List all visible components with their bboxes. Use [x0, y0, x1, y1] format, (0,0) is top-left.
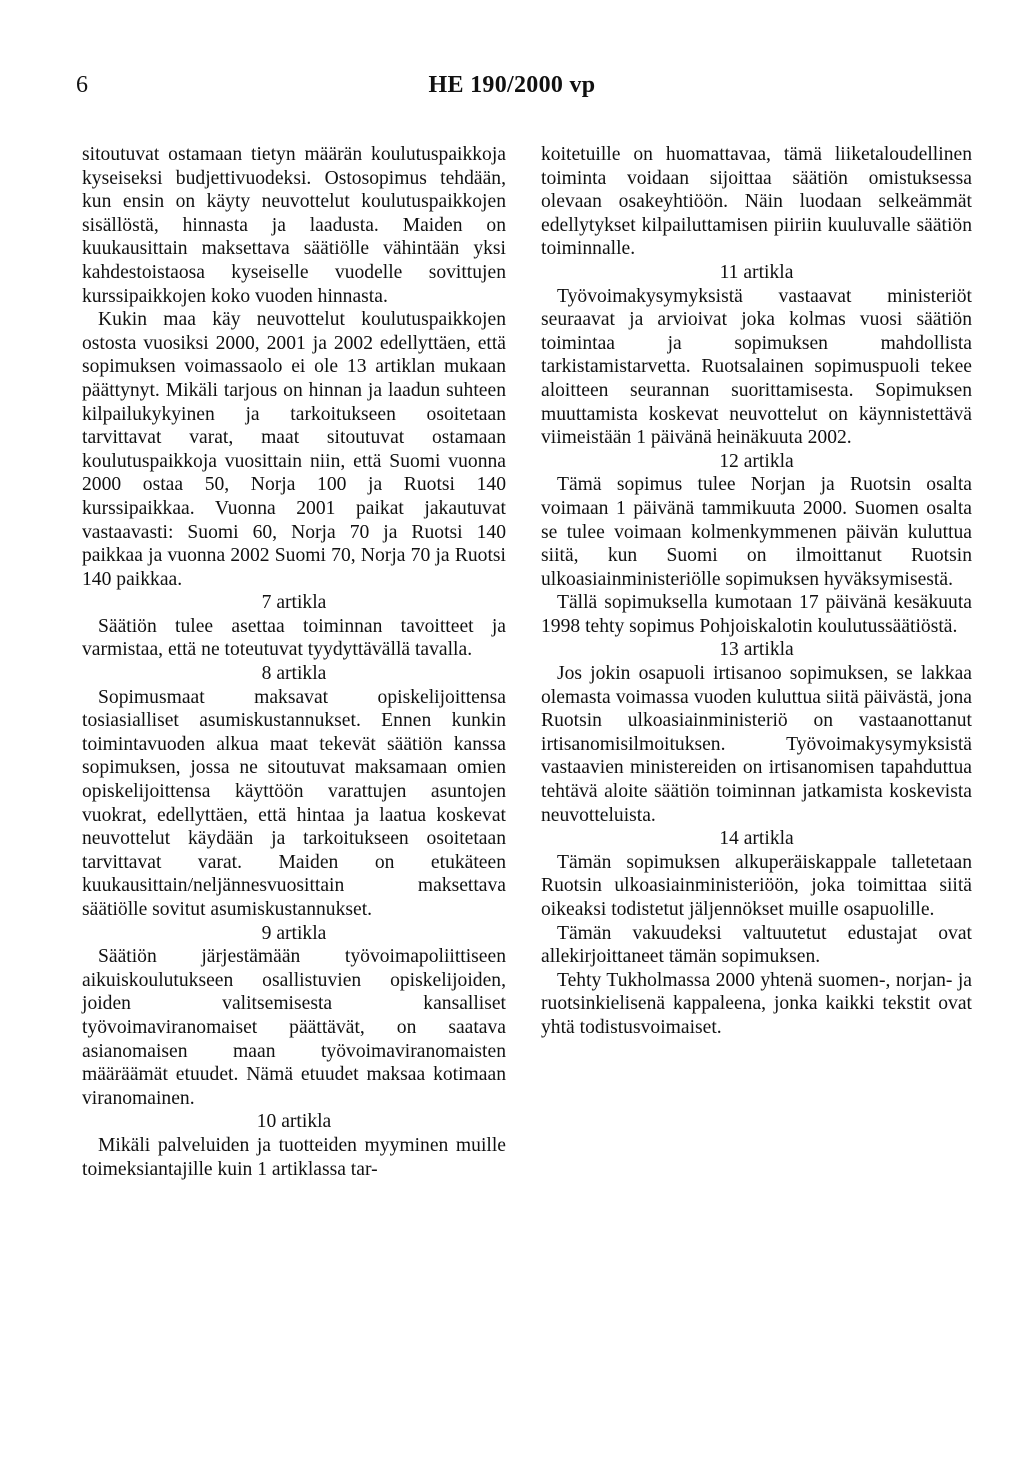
article-12-text: Tämä sopimus tulee Norjan ja Ruotsin osalta voimaan 1 päivänä tammikuuta 2000. Suomen osalta se tulee voimaan kolmenkymmenen päivän kuluttua siitä, kun Suomi on ilmoittanut Ruotsin ulkoasiainministeriölle sopimuksen hyväksymisestä.: [541, 474, 972, 590]
document-title: HE 190/2000 vp: [428, 72, 596, 98]
article-heading-7: 7 artikla: [261, 592, 327, 614]
page-number: 6: [76, 72, 88, 98]
article-heading-9: 9 artikla: [261, 922, 327, 944]
article-heading-10: 10 artikla: [256, 1111, 332, 1133]
paragraph: Kukin maa käy neuvottelut koulutuspaikkojen ostosta vuosiksi 2000, 2001 ja 2002 edellyttäen, että sopimuksen voimassaolo ei ole 13 artiklan mukaan päättynyt. Mikäli tarjous on hinnan ja laadun suhteen kilpailukykyinen ja tarkoitukseen osoitetaan tarvittavat varat, maat sitoutuvat ostamaan koulutuspaikkoja vuosittain niin, että Suomi vuonna 2000 ostaa 50, Norja 100 ja Ruotsi 140 kurssipaikkaa. Vuonna 2001 paikat jakautuvat vastaavasti: Suomi 60, Norja 70 ja Ruotsi 140 paikkaa ja vuonna 2002 Suomi 70, Norja 70 ja Ruotsi 140 paikkaa.: [82, 309, 506, 590]
article-heading-12: 12 artikla: [719, 450, 794, 472]
paragraph-continuation: sitoutuvat ostamaan tietyn määrän koulutuspaikkoja kyseiseksi budjettivuodeksi. Ostosopimus tehdään, kun ensin on käyty neuvottelut koulutuspaikkojen sisällöstä, hinnasta ja laadusta. Maiden on kuukausittain maksettava säätiölle vähintään yksi kahdestoistaosa kyseiselle vuodelle sovittujen kurssipaikkojen koko vuoden hinnasta.: [82, 144, 506, 307]
article-12-text-2: Tällä sopimuksella kumotaan 17 päivänä kesäkuuta 1998 tehty sopimus Pohjoiskalotin koulutussäätiöstä.: [541, 592, 972, 637]
article-heading-11: 11 artikla: [719, 261, 794, 283]
article-heading-8: 8 artikla: [261, 663, 327, 685]
article-7-text: Säätiön tulee asettaa toiminnan tavoitteet ja varmistaa, että ne toteutuvat tyydyttävällä tavalla.: [82, 615, 506, 661]
left-column: [82, 143, 506, 1181]
signing-clause: Tehty Tukholmassa 2000 yhtenä suomen-, norjan- ja ruotsinkielisenä kappaleena, jonka kaikki tekstit ovat yhtä todistusvoimaiset.: [541, 969, 972, 1038]
right-column: [541, 143, 972, 1040]
article-14-text: Tämän sopimuksen alkuperäiskappale talletetaan Ruotsin ulkoasiainministeriöön, joka toimittaa siitä oikeaksi todistetut jäljennökset muille osapuolille.: [541, 851, 972, 920]
paragraph-continuation: koitetuille on huomattavaa, tämä liiketaloudellinen toiminta voidaan sijoittaa säätiön omistuksessa olevaan osakeyhtiöön. Näin luodaan selkeämmät edellytykset kilpailuttamisen piiriin kuuluvalle säätiön toiminnalle.: [541, 144, 972, 260]
article-13-text: Jos jokin osapuoli irtisanoo sopimuksen, se lakkaa olemasta voimassa vuoden kuluttua siitä päivästä, jona Ruotsin ulkoasiainministeriö on vastaanottanut irtisanomisilmoituksen. Työvoimakysymyksistä vastaavien ministereiden on irtisanomisen tapahduttua tehtävä aloite säätiön toiminnan jatkamista koskevista neuvotteluista.: [541, 663, 972, 826]
article-10-text: Mikäli palveluiden ja tuotteiden myyminen muille toimeksiantajille kuin 1 artiklassa tar-: [82, 1134, 506, 1180]
article-11-text: Työvoimakysymyksistä vastaavat ministeriöt seuraavat ja arvioivat joka kolmas vuosi säätiön toimintaa ja sopimuksen mahdollista tarkistamistarvetta. Ruotsalainen sopimuspuoli tekee aloitteen seurannan suorittamisesta. Sopimuksen muuttamista koskevat neuvottelut on käynnistettävä viimeistään 1 päivänä heinäkuuta 2002.: [541, 285, 972, 449]
article-heading-14: 14 artikla: [719, 828, 794, 850]
article-heading-13: 13 artikla: [719, 639, 794, 661]
article-8-text: Sopimusmaat maksavat opiskelijoittensa tosiasialliset asumiskustannukset. Ennen kunkin toimintavuoden alkua maat tekevät säätiön kanssa sopimuksen, jossa ne sitoutuvat maksamaan omien opiskelijoittensa käyttöön varattujen asuntojen vuokrat, edellyttäen, että hintaa ja laatua koskevat neuvottelut käydään ja tarkoitukseen osoitetaan tarvittavat varat. Maiden on etukäteen kuukausittain/neljännesvuosittain maksettava säätiölle sovitut asumiskustannukset.: [82, 686, 506, 920]
witness-clause: Tämän vakuudeksi valtuutetut edustajat ovat allekirjoittaneet tämän sopimuksen.: [541, 922, 972, 968]
article-9-text: Säätiön järjestämään työvoimapoliittiseen aikuiskoulutukseen osallistuvien opiskelijoiden, joiden valitsemisesta kansalliset työvoimaviranomaiset päättävät, on saatava asianomaisen maan työvoimaviranomaisten määräämät etuudet. Nämä etuudet maksaa kotimaan viranomainen.: [82, 946, 506, 1109]
